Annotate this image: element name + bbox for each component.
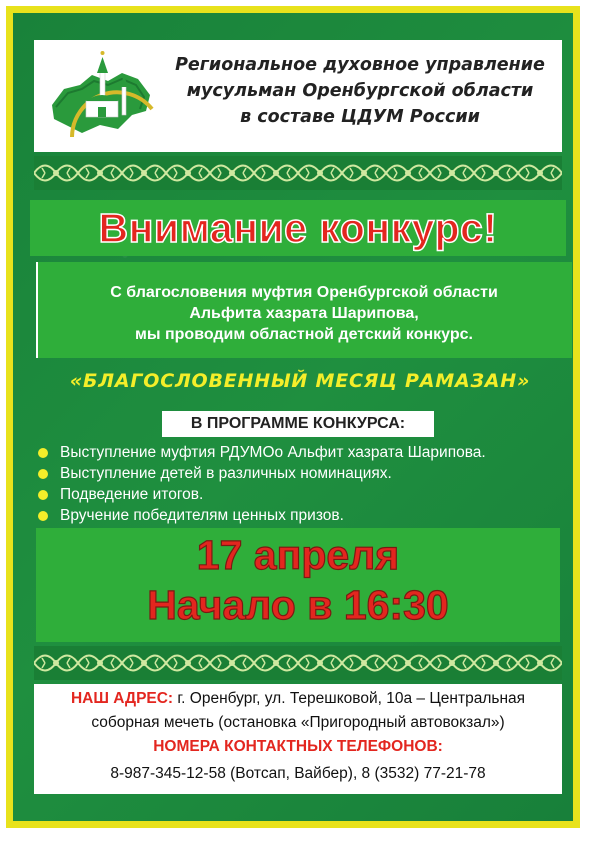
program-title: В ПРОГРАММЕ КОНКУРСА: bbox=[162, 411, 434, 437]
blessing-text bbox=[36, 282, 572, 345]
bullet-icon bbox=[38, 490, 48, 500]
event-start-time: Начало в 16:30 bbox=[147, 582, 449, 628]
contest-announcement-title: Внимание конкурс! bbox=[98, 205, 498, 251]
address-line-1 bbox=[34, 688, 562, 710]
phones-label: НОМЕРА КОНТАКТНЫХ ТЕЛЕФОНОВ: bbox=[153, 738, 443, 755]
bullet-icon bbox=[38, 469, 48, 479]
phone-numbers: 8-987-345-12-58 (Вотсап, Вайбер), 8 (3532) 77-21-78 bbox=[110, 765, 486, 782]
contest-name: «БЛАГОСЛОВЕННЫЙ МЕСЯЦ РАМАЗАН» bbox=[69, 370, 531, 392]
blessing-line-1: С благословения муфтия Оренбургской области bbox=[110, 284, 498, 301]
address-text: г. Оренбург, ул. Терешковой, 10а – Центральная bbox=[173, 690, 526, 707]
header-line-2: мусульман Оренбургской области bbox=[186, 81, 534, 101]
header-line-3: в составе ЦДУМ России bbox=[240, 107, 480, 127]
mosque-map-logo-icon bbox=[42, 45, 160, 147]
blessing-line-3: мы проводим областной детский конкурс. bbox=[135, 326, 473, 343]
ornament-band-bottom bbox=[34, 646, 562, 680]
blessing-line-2: Альфита хазрата Шарипова, bbox=[189, 305, 419, 322]
ornament-band-top bbox=[34, 156, 562, 190]
program-item: Вручение победителям ценных призов. bbox=[38, 505, 486, 526]
address-label: НАШ АДРЕС: bbox=[70, 690, 174, 707]
address-line-2: соборная мечеть (остановка «Пригородный автовокзал») bbox=[91, 714, 505, 731]
bullet-icon bbox=[38, 511, 48, 521]
ornament-pattern-icon bbox=[34, 646, 562, 680]
bullet-icon bbox=[38, 448, 48, 458]
ornament-pattern-icon bbox=[34, 156, 562, 190]
header-line-1: Региональное духовное управление bbox=[175, 55, 545, 75]
program-list bbox=[38, 442, 486, 526]
program-item: Выступление детей в различных номинациях. bbox=[38, 463, 486, 484]
event-date: 17 апреля bbox=[196, 532, 400, 578]
program-item: Подведение итогов. bbox=[38, 484, 486, 505]
organization-logo bbox=[42, 45, 160, 147]
organization-name bbox=[170, 52, 550, 130]
program-item: Выступление муфтия РДУМОо Альфит хазрата Шарипова. bbox=[38, 442, 486, 463]
